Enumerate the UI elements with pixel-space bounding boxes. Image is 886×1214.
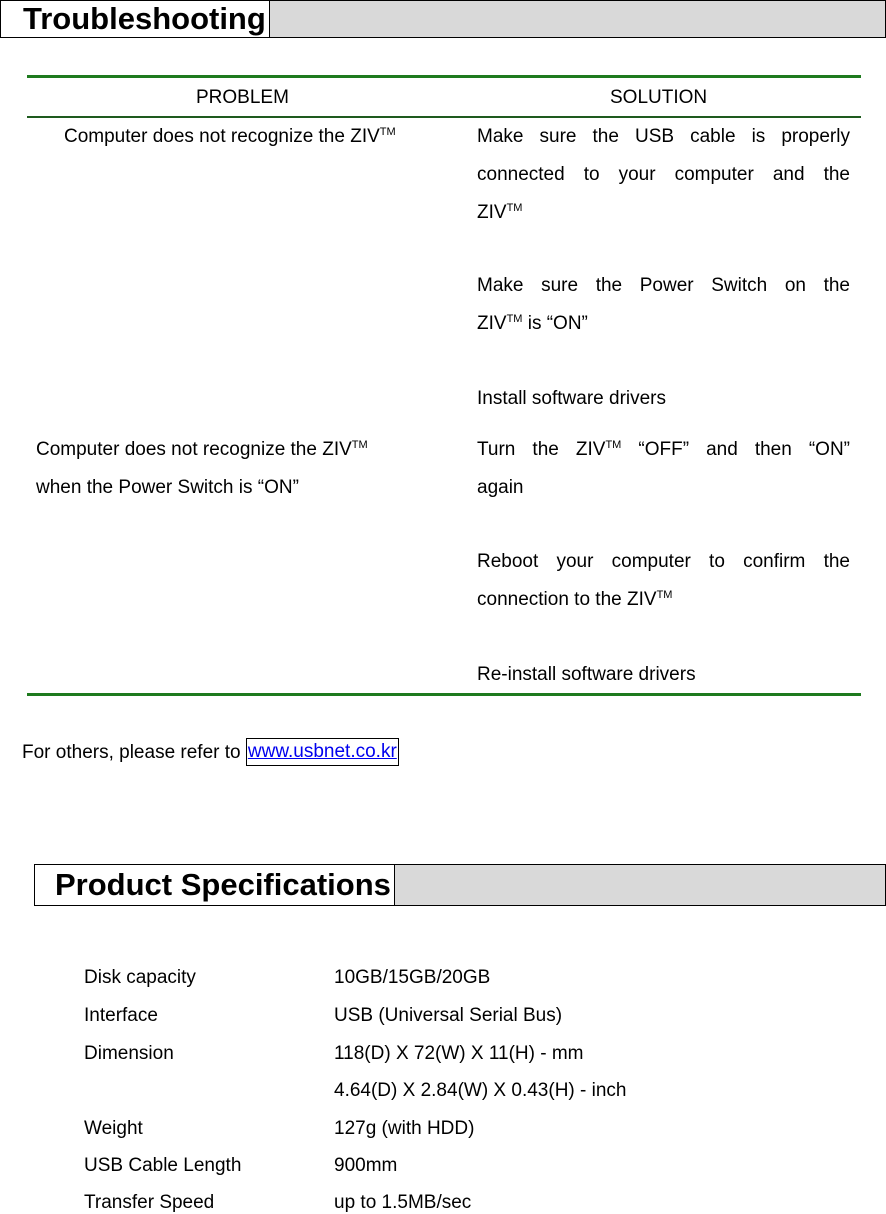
solution-usb-cable: Make sure the USB cable is properly connected to your computer and the ZIV™ xyxy=(477,126,850,223)
refer-note: For others, please refer to www.usbnet.co.kr xyxy=(22,736,399,770)
spec-value-weight: 127g (with HDD) xyxy=(334,1118,475,1139)
column-header-solution: SOLUTION xyxy=(610,87,708,108)
solution-turn-off-on: Turn the ZIV™ “OFF” and then “ON” again xyxy=(477,439,850,498)
spec-value-disk-capacity: 10GB/15GB/20GB xyxy=(334,967,491,988)
website-link[interactable]: www.usbnet.co.kr xyxy=(246,738,399,766)
spec-label-dimension: Dimension xyxy=(84,1043,174,1064)
column-header-problem: PROBLEM xyxy=(196,87,289,108)
problem-1: Computer does not recognize the ZIV™ xyxy=(64,126,396,147)
spec-label-interface: Interface xyxy=(84,1005,158,1026)
spec-label-usb-cable-length: USB Cable Length xyxy=(84,1155,242,1176)
table-bottom-rule xyxy=(27,693,861,696)
spec-value-transfer-speed: up to 1.5MB/sec xyxy=(334,1192,472,1213)
troubleshooting-header xyxy=(0,0,886,38)
solution-reboot: Reboot your computer to confirm the connection to the ZIV™ xyxy=(477,551,850,610)
specifications-title: Product Specifications xyxy=(35,865,395,905)
spec-value-dimension-inch: 4.64(D) X 2.84(W) X 0.43(H) - inch xyxy=(334,1080,627,1101)
spec-label-transfer-speed: Transfer Speed xyxy=(84,1192,215,1213)
specifications-header xyxy=(34,864,886,906)
spec-label-weight: Weight xyxy=(84,1118,143,1139)
table-top-rule xyxy=(27,75,861,78)
solution-reinstall-drivers: Re-install software drivers xyxy=(477,664,696,685)
solution-install-drivers: Install software drivers xyxy=(477,388,667,409)
solution-power-switch: Make sure the Power Switch on the ZIV™ is “ON” xyxy=(477,275,850,334)
spec-value-interface: USB (Universal Serial Bus) xyxy=(334,1005,563,1026)
spec-value-usb-cable-length: 900mm xyxy=(334,1155,398,1176)
troubleshooting-title: Troubleshooting xyxy=(1,1,270,37)
spec-label-disk-capacity: Disk capacity xyxy=(84,967,196,988)
spec-value-dimension-mm: 118(D) X 72(W) X 11(H) - mm xyxy=(334,1043,584,1064)
problem-2: Computer does not recognize the ZIV™ when the Power Switch is “ON” xyxy=(36,439,368,498)
